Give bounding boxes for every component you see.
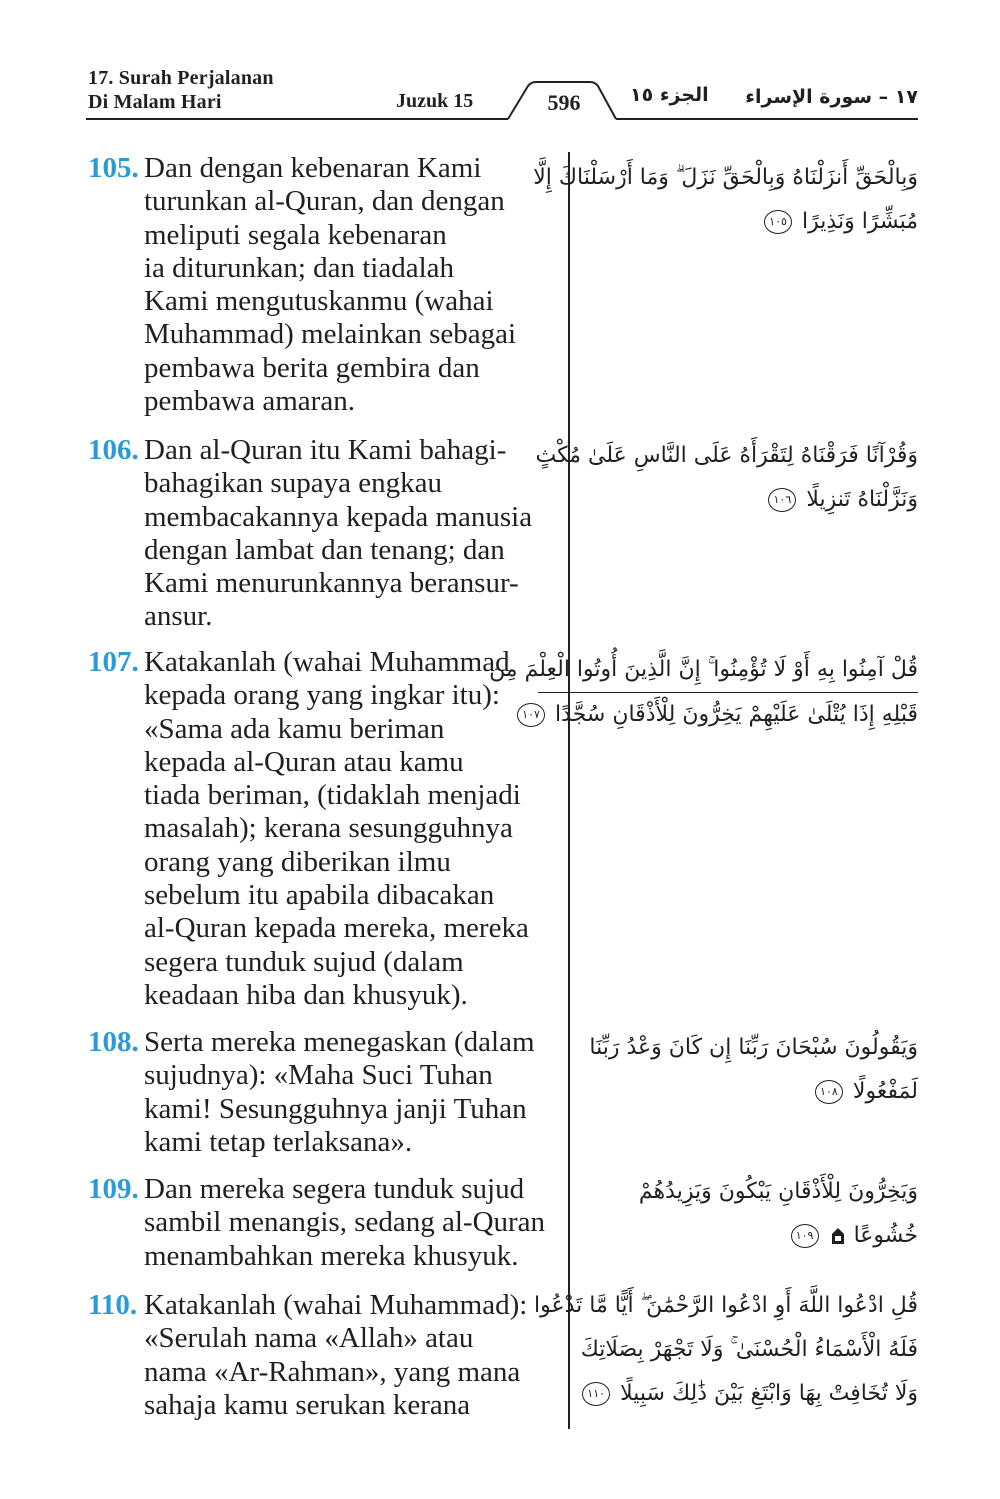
verse-108 (88, 1026, 558, 1159)
verse-line: masalah); kerana sesungguhnya (144, 812, 513, 845)
verse-line: Katakanlah (wahai Muhammad (144, 646, 510, 678)
arabic-line (538, 1070, 918, 1114)
verse-line: Muhammad) melainkan sebagai (144, 318, 517, 351)
verse-line: Dan mereka segera tunduk sujud (144, 1173, 525, 1205)
verse-line: dengan lambat dan tenang; dan (144, 533, 505, 566)
ayah-number-marker: ١١٠ (582, 1382, 610, 1406)
ayah-number-marker: ١٠٦ (768, 488, 796, 512)
verse-number: 106. (88, 434, 139, 466)
verse-line: tiada beriman, (tidaklah menjadi (144, 779, 521, 812)
header-arabic-surah: ١٧ – سورة الإسراء (745, 86, 918, 108)
ayah-number-marker: ١٠٩ (791, 1224, 819, 1248)
sajdah-icon (831, 1227, 845, 1245)
verse-line: ansur. (144, 600, 213, 633)
arabic-line (538, 478, 918, 522)
verse-line: Dan dengan kebenaran Kami (144, 152, 482, 184)
verse-number: 105. (88, 152, 139, 184)
header-rule (0, 0, 1000, 130)
verse-line: nama «Ar-Rahman», yang mana (144, 1355, 521, 1388)
arabic-line: فَلَهُ الْأَسْمَاءُ الْحُسْنَىٰ ۚ وَلَا تَجْهَرْ بِصَلَاتِكَ (580, 1337, 918, 1362)
verse-line: Kami menurunkannya beransur- (144, 567, 519, 600)
arabic-line: وَقُرْآنًا فَرَقْنَاهُ لِتَقْرَأَهُ عَلَى النَّاسِ عَلَىٰ مُكْثٍ (535, 443, 918, 468)
ayah-number-marker: ١٠٨ (815, 1080, 843, 1104)
arabic-verse-110 (533, 1284, 918, 1416)
verse-line: keadaan hiba dan khusyuk). (144, 978, 468, 1011)
ayah-number-marker: ١٠٧ (517, 703, 545, 727)
verse-line: al-Quran kepada mereka, mereka (144, 912, 529, 945)
verse-line: pembawa amaran. (144, 385, 355, 418)
arabic-line: قُلِ ادْعُوا اللَّهَ أَوِ ادْعُوا الرَّحْمَٰنَ ۖ أَيًّا مَّا تَدْعُوا (533, 1293, 918, 1318)
arabic-line-text: وَلَا تُخَافِتْ بِهَا وَابْتَغِ بَيْنَ ذَٰلِكَ سَبِيلًا (620, 1381, 918, 1406)
arabic-line: قُلْ آمِنُوا بِهِ أَوْ لَا تُؤْمِنُوا ۚ إِنَّ الَّذِينَ أُوتُوا الْعِلْمَ مِن (489, 657, 918, 682)
arabic-verse-106 (535, 434, 918, 522)
arabic-line-text: مُبَشِّرًا وَنَذِيرًا (802, 209, 918, 234)
arabic-line: وَيَخِرُّونَ لِلْأَذْقَانِ يَبْكُونَ وَيَزِيدُهُمْ (638, 1179, 918, 1204)
verse-line: kami! Sesungguhnya janji Tuhan (144, 1092, 527, 1125)
verse-line: membacakannya kepada manusia (144, 500, 533, 533)
verse-110 (88, 1289, 558, 1422)
header-surah-line2: Di Malam Hari (88, 91, 222, 113)
page-number: 596 (547, 90, 581, 115)
header-arabic-juz: الجزء ١٥ (630, 84, 709, 106)
verse-line: «Sama ada kamu beriman (144, 712, 445, 745)
page-number-frame (508, 82, 616, 119)
verse-109 (88, 1173, 558, 1273)
verse-number: 107. (88, 646, 139, 678)
ayah-number-marker: ١٠٥ (764, 210, 792, 234)
header-juzuk: Juzuk 15 (396, 90, 474, 112)
verse-line: kepada al-Quran atau kamu (144, 745, 464, 778)
header-surah-line1: 17. Surah Perjalanan (88, 67, 274, 89)
verse-line: meliputi segala kebenaran (144, 218, 447, 251)
verse-107 (88, 646, 558, 1012)
arabic-line (522, 692, 918, 737)
verse-line: orang yang diberikan ilmu (144, 845, 451, 878)
verse-line: «Serulah nama «Allah» atau (144, 1322, 474, 1355)
verse-106 (88, 434, 558, 634)
verse-line: Serta mereka menegaskan (dalam (144, 1026, 535, 1058)
verse-line: sebelum itu apabila dibacakan (144, 879, 495, 912)
verse-line: sambil menangis, sedang al-Quran (144, 1206, 546, 1239)
verse-line: pembawa berita gembira dan (144, 351, 480, 384)
arabic-line-text: وَنَزَّلْنَاهُ تَنزِيلًا (806, 487, 918, 512)
arabic-line-text: خُشُوعًا (853, 1223, 918, 1248)
verse-number: 109. (88, 1173, 139, 1205)
arabic-line: وَبِالْحَقِّ أَنزَلْنَاهُ وَبِالْحَقِّ نَزَلَ ۗ وَمَا أَرْسَلْنَاكَ إِلَّا (533, 165, 918, 190)
verse-105 (88, 152, 558, 418)
verse-line: kami tetap terlaksana». (144, 1125, 413, 1158)
verse-line: kepada orang yang ingkar itu): (144, 679, 500, 712)
arabic-line-text: لَمَفْعُولًا (852, 1079, 918, 1104)
verse-line: turunkan al-Quran, dan dengan (144, 185, 505, 218)
verse-line: ia diturunkan; dan tiadalah (144, 251, 455, 284)
arabic-line (538, 200, 918, 244)
arabic-line (538, 1214, 918, 1258)
verse-line: sahaja kamu serukan kerana (144, 1388, 471, 1421)
arabic-verse-105 (533, 156, 918, 244)
verse-line: Kami mengutuskanmu (wahai (144, 285, 494, 318)
arabic-verse-108 (538, 1026, 918, 1114)
arabic-line (538, 1372, 918, 1416)
verse-number: 108. (88, 1026, 139, 1058)
verse-line: Dan al-Quran itu Kami bahagi- (144, 434, 507, 466)
arabic-line: وَيَقُولُونَ سُبْحَانَ رَبِّنَا إِن كَانَ وَعْدُ رَبِّنَا (589, 1035, 918, 1060)
verse-line: sujudnya): «Maha Suci Tuhan (144, 1059, 493, 1092)
arabic-verse-107 (489, 648, 918, 737)
verse-line: bahagikan supaya engkau (144, 467, 442, 500)
verse-number: 110. (88, 1289, 138, 1321)
verse-line: menambahkan mereka khusyuk. (144, 1239, 519, 1272)
arabic-verse-109 (538, 1170, 918, 1258)
arabic-line-text: قَبْلِهِ إِذَا يُتْلَىٰ عَلَيْهِمْ يَخِرُّونَ لِلْأَذْقَانِ سُجَّدًا (555, 702, 918, 727)
verse-line: Katakanlah (wahai Muhammad): (144, 1289, 528, 1321)
verse-line: segera tunduk sujud (dalam (144, 945, 464, 978)
